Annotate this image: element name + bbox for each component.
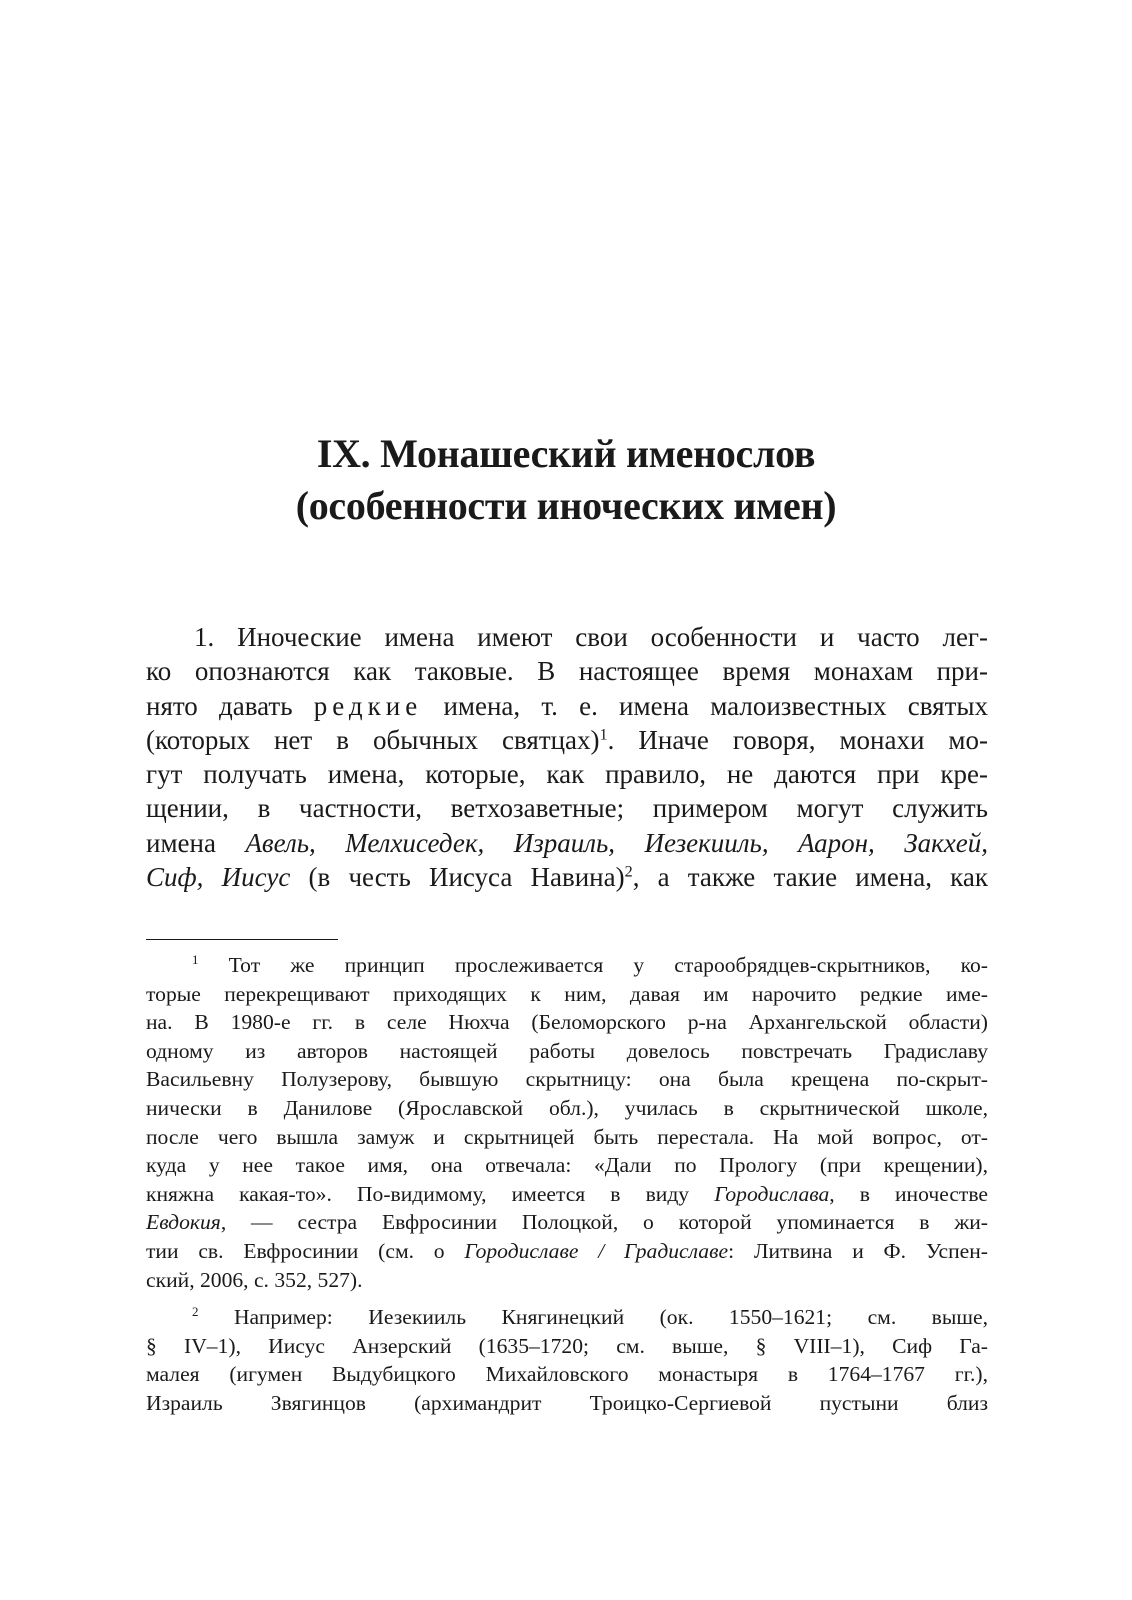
footnote-separator [146,939,338,940]
footnote-line: на. В 1980-е гг. в селе Нюхча (Беломорского р-на Архангельской области) [146,1010,988,1035]
body-line: ко опознаются как таковые. В настоящее время монахам при- [146,656,988,687]
footnote-line: нически в Данилове (Ярославской обл.), училась в скрытнической школе, [146,1095,988,1120]
italic-name: Евдокия [146,1210,221,1235]
footnote-line: куда у нее такое имя, она отвечала: «Дали по Прологу (при крещении), [146,1153,988,1178]
footnote-line: торые перекрещивают приходящих к ним, давая им нарочито редкие име- [146,981,988,1006]
footnote-line: Васильевну Полузерову, бывшую скрытницу: она была крещена по-скрыт- [146,1067,988,1092]
body-line: Сиф, Иисус (в честь Иисуса Навина)$^2$, а также такие имена, как [146,862,988,893]
body-line: 1. Иноческие имена имеют свои особенности и часто лег- [194,622,988,652]
footnote-line: ский, 2006, с. 352, 527). [146,1267,363,1292]
footnote-line: малея (игумен Выдубицкого Михайловского монастыря в 1764–1767 гг.), [146,1362,988,1387]
footnote-line: тии св. Евфросинии (см. о Городиславе / Градиславе: Литвина и Ф. Успен- [146,1238,988,1263]
footnote-line: Евдокия, — сестра Евфросинии Полоцкой, о которой упоминается в жи- [146,1210,988,1235]
footnotes [146,951,988,1418]
italic-names: Сиф, Иисус [146,862,291,893]
footnote-line: $^2$ Например: Иезекииль Княгинецкий (ок. 1550–1621; см. выше, [192,1304,988,1330]
footnote-2 [146,1303,988,1417]
body-line: имена Авель, Мелхиседек, Израиль, Иезекииль, Аарон, Закхей, [146,827,988,858]
footnote-ref-1[interactable]: 1 [599,725,608,744]
footnote-line: после чего вышла замуж и скрытницей быть перестала. На мой вопрос, от- [146,1124,988,1149]
footnote-line: Израиль Звягинцов (архимандрит Троицко-Сергиевой пустыни близ [146,1390,988,1415]
italic-name: Городислава [714,1181,830,1206]
chapter-heading [0,428,1132,532]
body-line: (которых нет в обычных святцах)$^1$. Иначе говоря, монахи мо- [146,724,989,755]
body-line: щении, в частности, ветхозаветные; примером могут служить [146,793,988,824]
spaced-emphasis: редкие [313,690,423,721]
body-line: нято давать редкие имена, т. е. имена малоизвестных святых [146,690,989,721]
footnote-marker: 2 [192,1304,199,1320]
footnote-ref-2[interactable]: 2 [624,862,633,881]
chapter-title-line-2: (особенности иноческих имен) [295,483,837,528]
footnote-line: княжна какая-то». По-видимому, имеется в виду Городислава, в иночестве [146,1181,988,1206]
footnote-marker: 1 [192,952,199,968]
footnote-1 [146,951,988,1294]
italic-name: Городиславе / Градиславе [464,1238,729,1263]
footnote-line: одному из авторов настоящей работы довелось повстречать Градиславу [146,1038,988,1063]
footnote-line: § IV–1), Иисус Анзерский (1635–1720; см. выше, § VIII–1), Сиф Га- [146,1333,988,1358]
chapter-title-line-1: IX. Монашеский именослов [316,431,816,476]
body-paragraph [146,620,988,894]
body-line: гут получать имена, которые, как правило, не даются при кре- [146,759,988,790]
footnote-line: $^1$ Тот же принцип прослеживается у старообрядцев-скрытников, ко- [192,952,988,977]
italic-names: Авель, Мелхиседек, Израиль, Иезекииль, Аарон, Закхей, [245,827,988,858]
